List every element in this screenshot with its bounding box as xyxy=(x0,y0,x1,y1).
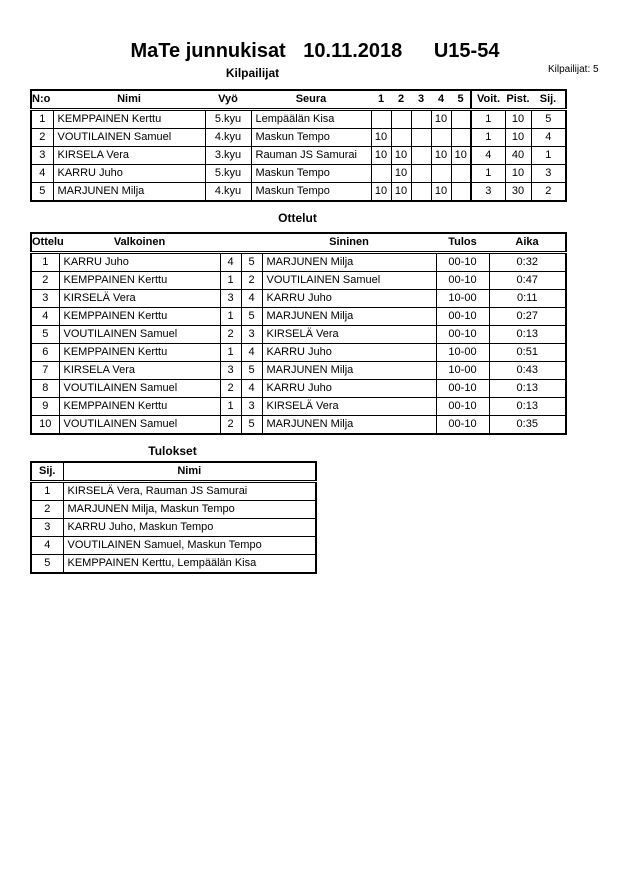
cell-wins: 4 xyxy=(471,147,505,165)
cell-no: 2 xyxy=(31,129,53,147)
cell-m5 xyxy=(451,110,471,129)
col-wins: Voit. xyxy=(471,90,505,110)
cell-place: 4 xyxy=(531,129,566,147)
competitor-row xyxy=(31,129,566,147)
cell-blue-no: 2 xyxy=(241,272,262,290)
cell-place: 4 xyxy=(31,537,63,555)
cell-white-no: 1 xyxy=(220,398,241,416)
cell-place: 1 xyxy=(31,482,63,501)
cell-m1 xyxy=(371,110,391,129)
cell-club: Rauman JS Samurai xyxy=(251,147,371,165)
cell-name: KIRSELÄ Vera, Rauman JS Samurai xyxy=(63,482,316,501)
col-blue-no xyxy=(241,233,262,253)
cell-club: Maskun Tempo xyxy=(251,129,371,147)
cell-m5 xyxy=(451,183,471,202)
cell-no: 4 xyxy=(31,165,53,183)
cell-white: KEMPPAINEN Kerttu xyxy=(59,344,220,362)
col-white-no xyxy=(220,233,241,253)
cell-m3 xyxy=(411,165,431,183)
competitor-row xyxy=(31,147,566,165)
col-result: Tulos xyxy=(436,233,489,253)
cell-time: 0:32 xyxy=(489,253,566,272)
cell-blue: MARJUNEN Milja xyxy=(262,362,436,380)
cell-m4 xyxy=(431,165,451,183)
cell-white: KEMPPAINEN Kerttu xyxy=(59,398,220,416)
cell-m2: 10 xyxy=(391,147,411,165)
cell-result: 10-00 xyxy=(436,344,489,362)
cell-white-no: 1 xyxy=(220,272,241,290)
cell-match-no: 7 xyxy=(31,362,59,380)
cell-match-no: 8 xyxy=(31,380,59,398)
cell-time: 0:11 xyxy=(489,290,566,308)
cell-result: 10-00 xyxy=(436,290,489,308)
cell-belt: 4.kyu xyxy=(205,129,251,147)
cell-white-no: 2 xyxy=(220,326,241,344)
matches-table xyxy=(30,232,567,435)
cell-time: 0:47 xyxy=(489,272,566,290)
cell-white: KEMPPAINEN Kerttu xyxy=(59,308,220,326)
result-row xyxy=(31,537,316,555)
col-m3: 3 xyxy=(411,90,431,110)
cell-blue-no: 5 xyxy=(241,253,262,272)
cell-place: 2 xyxy=(531,183,566,202)
cell-white: KEMPPAINEN Kerttu xyxy=(59,272,220,290)
col-points: Pist. xyxy=(505,90,531,110)
cell-match-no: 6 xyxy=(31,344,59,362)
cell-no: 5 xyxy=(31,183,53,202)
cell-blue: MARJUNEN Milja xyxy=(262,308,436,326)
cell-m3 xyxy=(411,147,431,165)
cell-blue-no: 4 xyxy=(241,290,262,308)
cell-m2: 10 xyxy=(391,183,411,202)
cell-place: 2 xyxy=(31,501,63,519)
cell-match-no: 3 xyxy=(31,290,59,308)
cell-time: 0:35 xyxy=(489,416,566,435)
cell-time: 0:13 xyxy=(489,380,566,398)
cell-m5: 10 xyxy=(451,147,471,165)
cell-m1: 10 xyxy=(371,129,391,147)
cell-m2: 10 xyxy=(391,165,411,183)
cell-name: MARJUNEN Milja xyxy=(53,183,205,202)
cell-white: KIRSELA Vera xyxy=(59,362,220,380)
cell-blue: MARJUNEN Milja xyxy=(262,253,436,272)
cell-m4 xyxy=(431,129,451,147)
cell-points: 10 xyxy=(505,165,531,183)
cell-points: 10 xyxy=(505,129,531,147)
competitors-heading: Kilpailijat xyxy=(225,66,280,80)
cell-blue: KARRU Juho xyxy=(262,380,436,398)
cell-result: 00-10 xyxy=(436,308,489,326)
competitor-row xyxy=(31,110,566,129)
results-header-row xyxy=(31,462,316,482)
cell-m3 xyxy=(411,183,431,202)
cell-m5 xyxy=(451,129,471,147)
cell-m4: 10 xyxy=(431,183,451,202)
cell-time: 0:13 xyxy=(489,326,566,344)
cell-blue: KIRSELÄ Vera xyxy=(262,326,436,344)
col-name: Nimi xyxy=(63,462,316,482)
match-row xyxy=(31,290,566,308)
cell-white: VOUTILAINEN Samuel xyxy=(59,326,220,344)
col-club: Seura xyxy=(251,90,371,110)
cell-match-no: 1 xyxy=(31,253,59,272)
cell-white: KARRU Juho xyxy=(59,253,220,272)
col-place: Sij. xyxy=(531,90,566,110)
cell-blue-no: 4 xyxy=(241,380,262,398)
cell-match-no: 10 xyxy=(31,416,59,435)
title-event: MaTe junnukisat xyxy=(130,40,286,62)
cell-place: 1 xyxy=(531,147,566,165)
cell-blue: MARJUNEN Milja xyxy=(262,416,436,435)
cell-result: 00-10 xyxy=(436,380,489,398)
match-row xyxy=(31,253,566,272)
cell-time: 0:43 xyxy=(489,362,566,380)
cell-name: KEMPPAINEN Kerttu, Lempäälän Kisa xyxy=(63,555,316,574)
cell-blue-no: 5 xyxy=(241,362,262,380)
cell-place: 5 xyxy=(31,555,63,574)
cell-m3 xyxy=(411,110,431,129)
result-row xyxy=(31,501,316,519)
cell-name: KEMPPAINEN Kerttu xyxy=(53,110,205,129)
cell-m1: 10 xyxy=(371,183,391,202)
cell-name: KARRU Juho, Maskun Tempo xyxy=(63,519,316,537)
cell-wins: 1 xyxy=(471,165,505,183)
cell-time: 0:13 xyxy=(489,398,566,416)
col-time: Aika xyxy=(489,233,566,253)
cell-result: 00-10 xyxy=(436,326,489,344)
cell-name: KIRSELA Vera xyxy=(53,147,205,165)
results-heading: Tulokset xyxy=(148,444,197,458)
cell-m2 xyxy=(391,110,411,129)
match-row xyxy=(31,272,566,290)
cell-white: VOUTILAINEN Samuel xyxy=(59,416,220,435)
competitor-row xyxy=(31,183,566,202)
cell-wins: 1 xyxy=(471,110,505,129)
cell-white-no: 2 xyxy=(220,380,241,398)
result-row xyxy=(31,482,316,501)
cell-blue: KIRSELÄ Vera xyxy=(262,398,436,416)
cell-blue-no: 4 xyxy=(241,344,262,362)
cell-m4: 10 xyxy=(431,110,451,129)
cell-points: 40 xyxy=(505,147,531,165)
col-match-no: Ottelu xyxy=(31,233,59,253)
col-no: N:o xyxy=(31,90,53,110)
match-row xyxy=(31,416,566,435)
cell-club: Maskun Tempo xyxy=(251,183,371,202)
cell-belt: 5.kyu xyxy=(205,110,251,129)
cell-wins: 3 xyxy=(471,183,505,202)
cell-no: 1 xyxy=(31,110,53,129)
matches-heading: Ottelut xyxy=(278,211,317,225)
cell-club: Maskun Tempo xyxy=(251,165,371,183)
col-m1: 1 xyxy=(371,90,391,110)
competitor-count-label: Kilpailijat: 5 xyxy=(548,64,599,75)
cell-points: 10 xyxy=(505,110,531,129)
cell-name: VOUTILAINEN Samuel, Maskun Tempo xyxy=(63,537,316,555)
cell-m1: 10 xyxy=(371,147,391,165)
cell-white-no: 1 xyxy=(220,308,241,326)
cell-result: 00-10 xyxy=(436,272,489,290)
cell-m1 xyxy=(371,165,391,183)
cell-points: 30 xyxy=(505,183,531,202)
match-row xyxy=(31,308,566,326)
match-row xyxy=(31,398,566,416)
cell-result: 00-10 xyxy=(436,253,489,272)
cell-blue-no: 5 xyxy=(241,308,262,326)
col-m4: 4 xyxy=(431,90,451,110)
cell-white: KIRSELÄ Vera xyxy=(59,290,220,308)
col-place: Sij. xyxy=(31,462,63,482)
cell-result: 00-10 xyxy=(436,416,489,435)
cell-match-no: 2 xyxy=(31,272,59,290)
cell-m5 xyxy=(451,165,471,183)
competitor-row xyxy=(31,165,566,183)
col-m2: 2 xyxy=(391,90,411,110)
cell-time: 0:27 xyxy=(489,308,566,326)
cell-white-no: 1 xyxy=(220,344,241,362)
cell-club: Lempäälän Kisa xyxy=(251,110,371,129)
cell-blue: KARRU Juho xyxy=(262,344,436,362)
match-row xyxy=(31,344,566,362)
competitors-header-row xyxy=(31,90,566,110)
cell-blue-no: 5 xyxy=(241,416,262,435)
cell-match-no: 9 xyxy=(31,398,59,416)
match-row xyxy=(31,380,566,398)
cell-wins: 1 xyxy=(471,129,505,147)
col-m5: 5 xyxy=(451,90,471,110)
cell-name: VOUTILAINEN Samuel xyxy=(53,129,205,147)
col-blue: Sininen xyxy=(262,233,436,253)
cell-match-no: 4 xyxy=(31,308,59,326)
cell-m4: 10 xyxy=(431,147,451,165)
page-title xyxy=(0,40,630,63)
cell-white-no: 4 xyxy=(220,253,241,272)
cell-time: 0:51 xyxy=(489,344,566,362)
result-row xyxy=(31,519,316,537)
title-date: 10.11.2018 xyxy=(303,40,403,62)
matches-header-row xyxy=(31,233,566,253)
cell-m2 xyxy=(391,129,411,147)
title-category: U15-54 xyxy=(433,40,500,62)
result-row xyxy=(31,555,316,574)
cell-place: 3 xyxy=(531,165,566,183)
cell-name: KARRU Juho xyxy=(53,165,205,183)
cell-blue-no: 3 xyxy=(241,398,262,416)
cell-white-no: 2 xyxy=(220,416,241,435)
cell-blue: VOUTILAINEN Samuel xyxy=(262,272,436,290)
cell-place: 5 xyxy=(531,110,566,129)
cell-white-no: 3 xyxy=(220,290,241,308)
competitors-table xyxy=(30,89,567,202)
col-white: Valkoinen xyxy=(59,233,220,253)
cell-white-no: 3 xyxy=(220,362,241,380)
match-row xyxy=(31,326,566,344)
cell-result: 10-00 xyxy=(436,362,489,380)
cell-name: MARJUNEN Milja, Maskun Tempo xyxy=(63,501,316,519)
cell-belt: 5.kyu xyxy=(205,165,251,183)
cell-no: 3 xyxy=(31,147,53,165)
cell-belt: 4.kyu xyxy=(205,183,251,202)
cell-belt: 3.kyu xyxy=(205,147,251,165)
cell-blue-no: 3 xyxy=(241,326,262,344)
cell-match-no: 5 xyxy=(31,326,59,344)
cell-m3 xyxy=(411,129,431,147)
col-name: Nimi xyxy=(53,90,205,110)
match-row xyxy=(31,362,566,380)
col-belt: Vyö xyxy=(205,90,251,110)
cell-white: VOUTILAINEN Samuel xyxy=(59,380,220,398)
cell-place: 3 xyxy=(31,519,63,537)
results-table xyxy=(30,461,317,574)
cell-result: 00-10 xyxy=(436,398,489,416)
cell-blue: KARRU Juho xyxy=(262,290,436,308)
